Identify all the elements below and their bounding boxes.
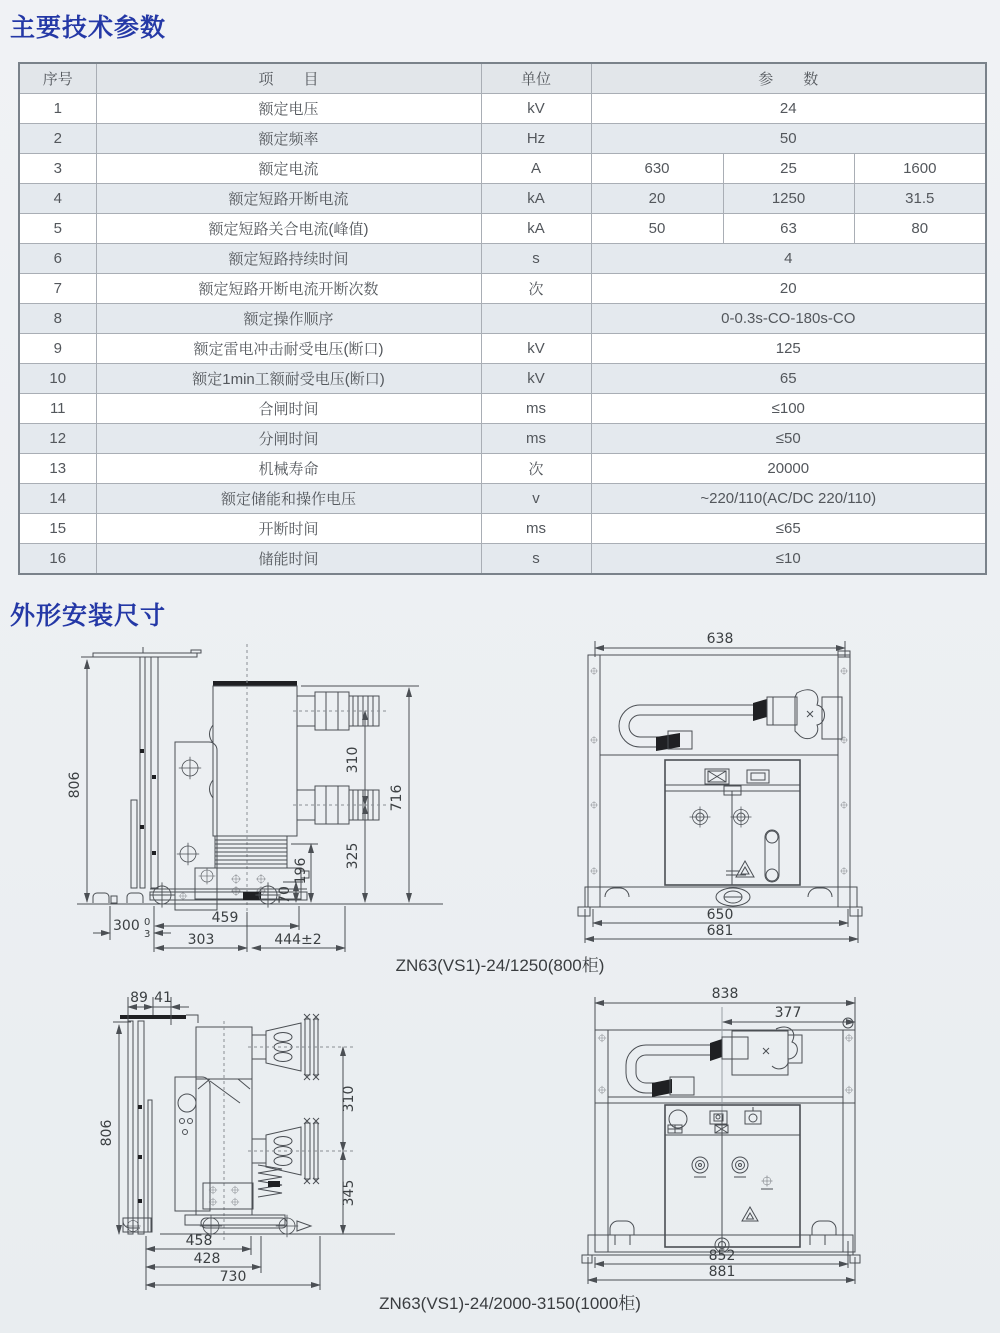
dim-881-label: 881 [708, 1264, 736, 1280]
label-plate-icon [747, 770, 769, 783]
cell-unit: s [481, 244, 591, 274]
cell-item: 额定操作顺序 [96, 304, 481, 334]
table-row [19, 184, 986, 214]
interlock-icon [745, 1107, 761, 1124]
cell-no: 4 [19, 184, 96, 214]
cell-no: 14 [19, 484, 96, 514]
cell-item: 额定短路持续时间 [96, 244, 481, 274]
table-row [19, 514, 986, 544]
cell-param: 25 [723, 154, 854, 184]
cell-param: 630 [591, 154, 723, 184]
caption-800-cabinet: ZN63(VS1)-24/1250(800柜) [395, 956, 605, 975]
cell-no: 7 [19, 274, 96, 304]
table-row [19, 154, 986, 184]
cell-no: 1 [19, 94, 96, 124]
cell-unit: ms [481, 514, 591, 544]
dim-806-label: 806 [67, 771, 83, 799]
cell-unit: A [481, 154, 591, 184]
drawing-1000-side-view [75, 985, 445, 1295]
cell-param: ≤100 [591, 394, 986, 424]
dim-852-label: 852 [708, 1248, 736, 1264]
cell-param: 1600 [854, 154, 986, 184]
contact-spring [258, 1165, 282, 1197]
plate-icon [668, 1125, 682, 1133]
table-row [19, 124, 986, 154]
dim-300-label: 300 [113, 918, 140, 934]
dim-196-label: 196 [293, 857, 309, 885]
dim-681-label: 681 [706, 923, 734, 939]
dim-650-label: 650 [706, 907, 734, 923]
cell-no: 12 [19, 424, 96, 454]
dim-716-label: 716 [389, 784, 405, 812]
push-button [761, 1175, 773, 1189]
warning-triangle-icon [726, 861, 754, 877]
cell-param: 0-0.3s-CO-180s-CO [591, 304, 986, 334]
dim-310-label: 310 [341, 1085, 357, 1113]
dim-89-label: 89 [130, 990, 148, 1006]
header-item: 项 目 [96, 63, 481, 94]
dim-459-label: 459 [211, 910, 239, 926]
cell-param: 63 [723, 214, 854, 244]
cell-no: 10 [19, 364, 96, 394]
cell-param: 125 [591, 334, 986, 364]
cell-no: 6 [19, 244, 96, 274]
cell-unit: kV [481, 94, 591, 124]
dim-325-label: 325 [345, 842, 361, 870]
dim-303-label: 303 [187, 932, 215, 948]
cell-unit: 次 [481, 274, 591, 304]
table-row [19, 394, 986, 424]
cell-item: 额定短路开断电流开断次数 [96, 274, 481, 304]
table-row [19, 364, 986, 394]
cell-no: 5 [19, 214, 96, 244]
cell-unit: kV [481, 334, 591, 364]
dim-838-label: 838 [711, 986, 739, 1002]
cell-param: 50 [591, 124, 986, 154]
dim-310-label: 310 [345, 746, 361, 774]
table-row [19, 334, 986, 364]
mounting-bracket [93, 647, 201, 888]
table-row [19, 484, 986, 514]
spring-state-indicator [732, 1157, 748, 1177]
drawout-base [123, 1215, 395, 1237]
table-row [19, 244, 986, 274]
parameters-table [18, 62, 987, 575]
cell-unit [481, 304, 591, 334]
cell-param: 31.5 [854, 184, 986, 214]
dim-345-label: 345 [341, 1179, 357, 1207]
cell-item: 额定储能和操作电压 [96, 484, 481, 514]
dim-428-label: 428 [193, 1251, 221, 1267]
cell-unit: kA [481, 184, 591, 214]
cell-no: 11 [19, 394, 96, 424]
table-row [19, 94, 986, 124]
cell-param: 4 [591, 244, 986, 274]
warning-triangle-icon [742, 1207, 758, 1221]
cell-param: 1250 [723, 184, 854, 214]
dim-377-label: 377 [774, 1005, 802, 1021]
cell-no: 13 [19, 454, 96, 484]
pole-support-plate [175, 742, 217, 910]
table-row [19, 214, 986, 244]
dimensions [585, 631, 858, 943]
table-header-row [19, 63, 986, 94]
cell-item: 机械寿命 [96, 454, 481, 484]
open-close-indicator [690, 807, 711, 828]
cell-item: 合闸时间 [96, 394, 481, 424]
cell-unit: v [481, 484, 591, 514]
dim-41-label: 41 [154, 990, 172, 1006]
bellows [215, 836, 287, 868]
table-row [19, 304, 986, 334]
cell-param: 20 [591, 184, 723, 214]
cell-item: 开断时间 [96, 514, 481, 544]
cell-item: 额定短路开断电流 [96, 184, 481, 214]
cell-item: 额定短路关合电流(峰值) [96, 214, 481, 244]
cell-no: 3 [19, 154, 96, 184]
cell-param: 24 [591, 94, 986, 124]
cell-param: 80 [854, 214, 986, 244]
dim-70-label: 70 [277, 886, 293, 904]
dim-300-tolerance-upper: 0 [144, 917, 151, 928]
dim-806-label: 806 [99, 1119, 115, 1147]
cell-param: ≤65 [591, 514, 986, 544]
cell-item: 额定频率 [96, 124, 481, 154]
nameplate-icon [705, 769, 729, 784]
cell-param: 65 [591, 364, 986, 394]
header-unit: 单位 [481, 63, 591, 94]
cell-param: 20000 [591, 454, 986, 484]
section-title-dimensions: 外形安装尺寸 [10, 602, 167, 630]
pivot-plate [175, 1077, 240, 1211]
manual-operation-handle [765, 830, 779, 882]
cell-no: 8 [19, 304, 96, 334]
cell-unit: 次 [481, 454, 591, 484]
cell-item: 额定雷电冲击耐受电压(断口) [96, 334, 481, 364]
cell-unit: Hz [481, 124, 591, 154]
cabinet-frame [595, 1007, 855, 1253]
breaker-front-panel [665, 760, 800, 885]
cell-item: 额定电流 [96, 154, 481, 184]
table-row [19, 544, 986, 575]
cell-item: 储能时间 [96, 544, 481, 575]
cell-param: ≤50 [591, 424, 986, 454]
cell-no: 2 [19, 124, 96, 154]
control-cable [626, 1027, 802, 1097]
dim-444-label: 444±2 [274, 932, 322, 948]
cell-unit: ms [481, 394, 591, 424]
dim-730-label: 730 [219, 1269, 247, 1285]
cell-unit: s [481, 544, 591, 575]
header-no: 序号 [19, 63, 96, 94]
cell-unit: ms [481, 424, 591, 454]
cell-no: 15 [19, 514, 96, 544]
cell-item: 额定1min工额耐受电压(断口) [96, 364, 481, 394]
spring-state-indicator [731, 807, 752, 828]
open-close-indicator [692, 1157, 708, 1177]
dim-638-label: 638 [706, 631, 734, 647]
cell-no: 9 [19, 334, 96, 364]
section-title-parameters: 主要技术参数 [10, 14, 167, 42]
cell-item: 额定电压 [96, 94, 481, 124]
breaker-pole-body [196, 1014, 355, 1243]
cell-item: 分闸时间 [96, 424, 481, 454]
breaker-front-panel [665, 1105, 800, 1247]
control-cable [619, 690, 842, 751]
cabinet-frame [588, 651, 850, 907]
table-row [19, 274, 986, 304]
table-row [19, 454, 986, 484]
dim-458-label: 458 [185, 1233, 213, 1249]
caption-1000-cabinet: ZN63(VS1)-24/2000-3150(1000柜) [379, 1294, 641, 1313]
cell-param: ~220/110(AC/DC 220/110) [591, 484, 986, 514]
table-row [19, 424, 986, 454]
dim-300-tolerance-lower: 3 [144, 929, 151, 940]
cell-param: 50 [591, 214, 723, 244]
cell-no: 16 [19, 544, 96, 575]
counter-icon [710, 1111, 727, 1124]
drawing-800-side-view [55, 630, 455, 960]
cell-unit: kV [481, 364, 591, 394]
cell-unit: kA [481, 214, 591, 244]
drawing-800-front-view [560, 625, 1000, 955]
drawing-1000-front-view [560, 985, 1000, 1305]
mounting-bracket [120, 1007, 198, 1234]
cell-param: ≤10 [591, 544, 986, 575]
header-param: 参 数 [591, 63, 986, 94]
cell-param: 20 [591, 274, 986, 304]
